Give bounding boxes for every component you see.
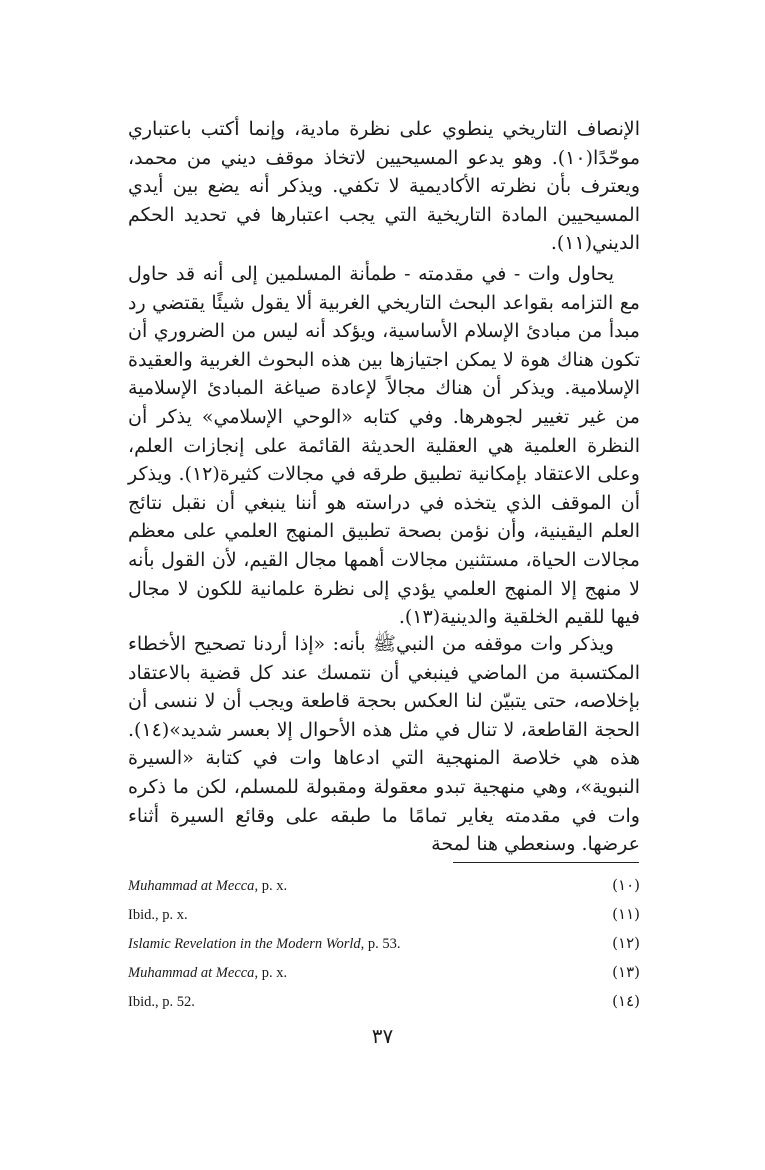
body-text: [128, 630, 640, 859]
footnote-page: , p. x.: [254, 965, 288, 981]
footnote-reference: [128, 907, 188, 924]
footnote-page: , p. x.: [254, 878, 288, 894]
footnote: [128, 959, 640, 988]
footnote: [128, 872, 640, 901]
footnote: [128, 988, 640, 1017]
footnote-page: Ibid., p. 52.: [128, 994, 195, 1010]
page-number: ٣٧: [371, 1024, 394, 1048]
footnote-reference: [128, 994, 195, 1011]
footnote-title: Muhammad at Mecca: [128, 965, 255, 981]
body-text: [128, 115, 640, 258]
footnote-number: (١٤): [612, 992, 640, 1010]
footnote-reference: [128, 965, 287, 982]
footnote-page: , p. 53.: [360, 936, 401, 952]
paragraph-3: ويذكر وات موقفه من النبيﷺ بأنه: «إذا أردنا تصحيح الأخطاء المكتسبة من الماضي فينبغي أن نتمسك عند كل قضية بالاعتقاد بإخلاصه، حتى يتبيّن لنا العكس بحجة قاطعة ويجب أن لا ننسى أن الحجة القاطعة، لا تنال في مثل هذه الأحوال إلا بعسر شديد»(١٤). هذه هي خلاصة المنهجية التي ادعاها وات في كتابة «السيرة النبوية»، وهي منهجية تبدو معقولة ومقبولة للمسلم، لكن ما ذكره وات في مقدمته يغاير تمامًا ما طبقه على وقائع السيرة أثناء عرضها. وسنعطي هنا لمحة: [128, 633, 640, 856]
footnote-number: (١٢): [612, 934, 640, 952]
footnote-title: Muhammad at Mecca: [128, 878, 255, 894]
footnote-number: (١٣): [612, 963, 640, 981]
footnote: [128, 930, 640, 959]
footnote: [128, 901, 640, 930]
paragraph-1: الإنصاف التاريخي ينطوي على نظرة مادية، وإنما أكتب باعتباري موحّدًا(١٠). وهو يدعو المسيحيين لاتخاذ موقف ديني من محمد، ويعترف بأن نظرته الأكاديمية لا تكفي. ويذكر أنه يضع بين أيدي المسيحيين المادة التاريخية التي يجب اعتبارها في تحديد الحكم الديني(١١).: [128, 118, 640, 255]
body-text: [128, 260, 640, 632]
footnote-reference: [128, 936, 401, 953]
footnote-number: (١١): [612, 905, 640, 923]
paragraph-2: يحاول وات - في مقدمته - طمأنة المسلمين إلى أنه قد حاول مع التزامه بقواعد البحث التاريخي الغربية ألا يقول شيئًا يقتضي رد مبدأ من مبادئ الإسلام الأساسية، ويؤكد أنه ليس من الضروري أن تكون هناك هوة لا يمكن اجتيازها بين هذه البحوث الغربية والعقيدة الإسلامية. ويذكر أن هناك مجالاً لإعادة صياغة المبادئ الإسلامية من غير تغيير لجوهرها. وفي كتابه «الوحي الإسلامي» يذكر أن النظرة العلمية هي العقلية الحديثة القائمة على إنجازات العلم، وعلى الاعتقاد بإمكانية تطبيق طرقه في مجالات كثيرة(١٢). ويذكر أن الموقف الذي يتخذه في دراسته هو أننا ينبغي أن نقبل نتائج العلم اليقينية، وأن نؤمن بصحة تطبيق المنهج العلمي على معظم مجالات الحياة، مستثنين مجالات أهمها مجال القيم، لأن القول بأنه لا منهج إلا المنهج العلمي يؤدي إلى نظرة علمانية للكون لا مجال فيها للقيم الخلقية والدينية(١٣).: [128, 263, 640, 629]
footnote-number: (١٠): [612, 876, 640, 894]
footnote-divider: [453, 862, 639, 863]
footnote-reference: [128, 878, 287, 895]
footnote-title: Islamic Revelation in the Modern World: [128, 936, 361, 952]
footnote-page: Ibid., p. x.: [128, 907, 188, 923]
footnotes: [128, 872, 640, 1017]
